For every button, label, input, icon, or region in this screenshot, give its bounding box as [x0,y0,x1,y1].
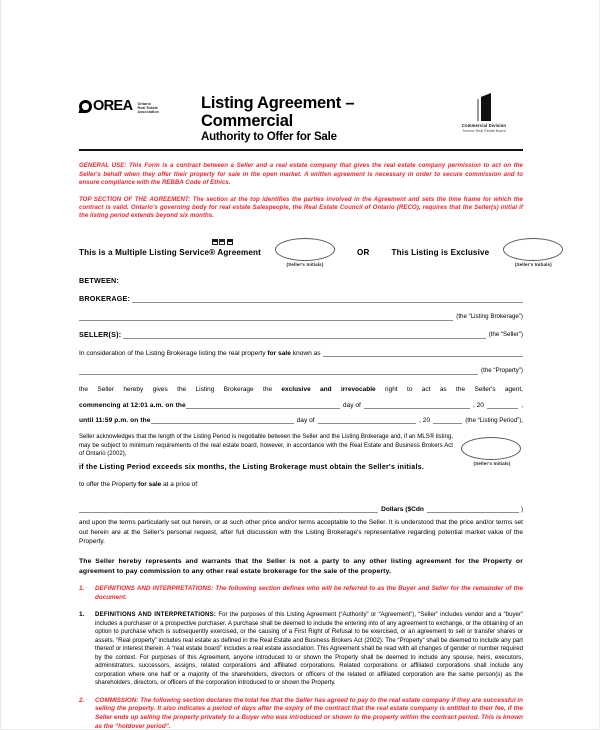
clause-1-red-text: DEFINITIONS AND INTERPRETATIONS: The following section defines who will be referred to as the Buyer and Seller for the remainder of the document. [95,585,523,601]
price-numeric-input[interactable] [427,504,519,513]
orea-association-text [138,100,159,115]
brokerage-tail-row [79,312,523,321]
property-tail-row [79,366,523,375]
exclusive-initials-caption: (Seller's Initials) [514,262,552,268]
consideration-text [79,350,323,357]
acknowledgement-block [79,433,523,470]
orea-sub-line-2: Real Estate [137,106,158,111]
mls-agreement-text: This is a Multiple Listing Service® Agreement [79,248,261,258]
until-text: 11:59 p.m. on the [93,417,151,425]
offer-price-lead [79,480,523,490]
listing-type-row [79,240,552,268]
page-title: Listing Agreement – Commercial [201,94,355,130]
price-amount-row [79,504,523,513]
acknowledgement-bold-note: if the Listing Period exceeds six months, the Listing Brokerage must obtain the Seller's initials. [79,462,425,471]
mls-initials-field[interactable] [275,238,335,267]
orea-circle-icon [79,100,92,113]
brokerage-row [79,294,523,303]
grant-bold-text: exclusive and irrevocable [281,385,376,393]
commencing-label [79,402,186,409]
dollars-label: Dollars ($Cdn [381,506,424,514]
grant-post-text: right to act as the Seller's agent, [375,385,523,393]
until-day-input[interactable] [151,415,294,424]
until-day-of-label: day of [296,417,315,425]
price-amount-input[interactable] [79,504,378,513]
treb-board-label: Toronto Real Estate Board [462,128,506,133]
orea-logo [79,92,187,115]
commencing-day-of-label: day of [342,402,361,410]
clause-2-red [79,697,523,730]
exclusive-initials-field[interactable] [503,238,563,267]
authority-grant-paragraph [79,385,523,395]
property-input[interactable] [323,348,523,357]
mls-agreement-label [79,248,261,257]
orea-logo-icon [79,100,133,113]
seller-label: SELLER(S): [79,329,122,339]
dollars-close-paren: ) [520,506,523,514]
until-bold: until [79,417,94,425]
treb-bar-thin-icon [477,99,479,121]
brokerage-label: BROKERAGE: [79,293,131,303]
brokerage-input[interactable] [132,294,523,303]
grant-pre-text: the Seller hereby gives the Listing Brokerage the [79,385,282,393]
form-sheet [79,92,552,730]
acknowledgement-text-column [79,433,453,470]
property-tail-label: (the “Property”) [481,367,523,375]
clause-1-heading: DEFINITIONS AND INTERPRETATIONS: [95,611,217,619]
mls-house-icon-2 [219,239,225,245]
or-separator: OR [356,248,370,258]
consideration-bold: for sale [267,349,291,357]
orea-sub-line-1: Ontario [137,102,151,106]
until-year-prefix: , 20 [419,417,431,425]
clause-1-red [79,585,523,602]
offer-bold-text: for sale [138,480,162,488]
mls-initials-caption: (Seller's Initials) [286,262,324,268]
clause-2-red-number: 2. [79,696,85,704]
warranty-paragraph: The Seller hereby represents and warrants that the Seller is not a party to any other listing agreement for the Property or agreement to pay commission to any other real estate brokerage for the sale of the property. [79,558,523,575]
treb-building-icon [445,93,523,121]
treb-bar-main-icon [481,93,491,121]
brokerage-input-continued[interactable] [79,312,453,321]
mls-house-icon-1 [212,239,218,245]
seller-tail-label: (the “Seller”) [488,331,523,339]
orea-sub-line-3: Association [137,110,159,115]
guidance-top-section: TOP SECTION OF THE AGREEMENT: The section at the top identifies the parties involved in the Agreement and sets the time frame for which the contract is valid. Ontario's governing body for real estate Salespeople, the Real Estate Council of Ontario (RECO), requires that the Seller(s) initial if the listing period extends beyond six months. [79,195,523,220]
page-subtitle: Authority to Offer for Sale [201,131,337,143]
acknowledgement-initials-oval[interactable] [461,437,521,460]
mls-initials-oval[interactable] [275,238,335,261]
exclusive-listing-label: This Listing is Exclusive [391,248,490,258]
commencing-year-prefix: , 20 [472,402,484,410]
treb-division-label: Commercial Division [461,123,507,128]
treb-logo [445,92,523,133]
commencing-day-input[interactable] [186,400,340,409]
guidance-general-use: GENERAL USE: This Form is a contract between a Seller and a real estate company that gives the real estate company permission to act on the Seller's behalf when they offer their property for sale in the open market. A written agreement is necessary in order to secure commission and to ensure compliance with the REBBA Code of Ethics. [79,162,523,187]
header-divider [79,149,523,151]
document-header [79,92,523,144]
mls-house-icon-3 [227,239,233,245]
consideration-after: known as [290,349,321,357]
clause-1-number: 1. [79,611,85,619]
clause-2-red-body [95,697,523,730]
until-label [79,417,151,424]
property-input-continued[interactable] [79,366,478,375]
clause-1-red-body [95,585,523,602]
brokerage-tail-label: (the “Listing Brokerage”) [456,313,523,321]
commencing-date-row [79,400,523,409]
consideration-row [79,348,523,357]
orea-wordmark: OREA [93,98,133,114]
until-date-row [79,415,523,424]
clause-1-text [95,611,523,688]
consideration-lead: In consideration of the Listing Brokerage listing the real property [79,349,268,357]
commencing-month-input[interactable] [364,400,470,409]
clause-1-content: For the purposes of this Listing Agreement (“Authority” or “Agreement”), “Seller” includes vendor and a “buyer” includes a purchaser or a prospective purchaser. A purchase shall be deemed to include the entering into of any agreement to exchange, or the obtaining of an option to purchase which is subsequently exercised, or the causing of a First Right of Refusal to be exercised, or an agreement to sell or transfer shares or assets. “Real property” includes real estate as defined in the Real Estate and Business Brokers Act (2002). The “Property” shall be deemed to include any part thereof or interest therein. A “real estate board” includes a real estate association. This Agreement shall be read with all changes of gender or number required by the context. For purposes of this Agreement, anyone introduced to or shown the Property shall be deemed to include any spouse, heirs, executors, administrators, successors, assigns, related corporations and affiliated corporations. Related corporations or affiliated corporations shall include any corporation where one half or a majority of the shareholders, directors or officers of the related or affiliated corporation are the same person(s) as the shareholders, directors, or officers of the corporation introduced to or shown the Property. [95,611,523,687]
exclusive-initials-oval[interactable] [503,238,563,261]
clause-1-definitions [79,611,523,688]
seller-input[interactable] [123,330,485,339]
clause-2-red-text: COMMISSION: The following section declares the total fee that the Seller has agreed to pay to the real estate company if they are successful in selling the property. It also indicates a period of days after the expiry of the contract that the real estate company is entitled to their fee, if the Seller ends up selling the property privately to a Buyer who was introduced or shown to the property within the contract period. This is known as the “holdover period”. [95,696,523,730]
mls-house-icons [212,239,233,245]
between-label: BETWEEN: [79,275,119,285]
commencing-comma: , [521,402,524,410]
commencing-year-input[interactable] [487,400,518,409]
acknowledgement-initials-caption: (Seller's Initials) [473,461,511,467]
until-year-input[interactable] [433,415,462,424]
listing-period-label: (the “Listing Period”), [465,417,523,425]
price-terms-paragraph: and upon the terms particularly set out herein, or at such other price and/or terms acceptable to the Seller. It is understood that the price and/or terms set out herein are at the Seller's personal request, after full discussion with the Listing Brokerage's representative regarding potential market value of the Property. [79,519,523,546]
commencing-text: at 12:01 a.m. on the [120,402,186,410]
commencing-bold: commencing [79,402,121,410]
seller-row [79,330,523,339]
acknowledgement-initials-field[interactable] [461,433,523,466]
clause-1-red-number: 1. [79,585,85,593]
offer-post-text: at a price of: [161,480,199,488]
clause-1-body [95,611,523,688]
offer-lead-text: to offer the Property [79,480,139,488]
acknowledgement-paragraph: Seller acknowledges that the length of the Listing Period is negotiable between the Seller and the Listing Brokerage and, if an MLS® listing, may be subject to minimum requirements of the real estate board, however, in accordance with the Real Estate and Business Brokers Act of Ontario (2002), [79,434,453,458]
document-title-block [187,92,445,144]
until-month-input[interactable] [318,415,417,424]
